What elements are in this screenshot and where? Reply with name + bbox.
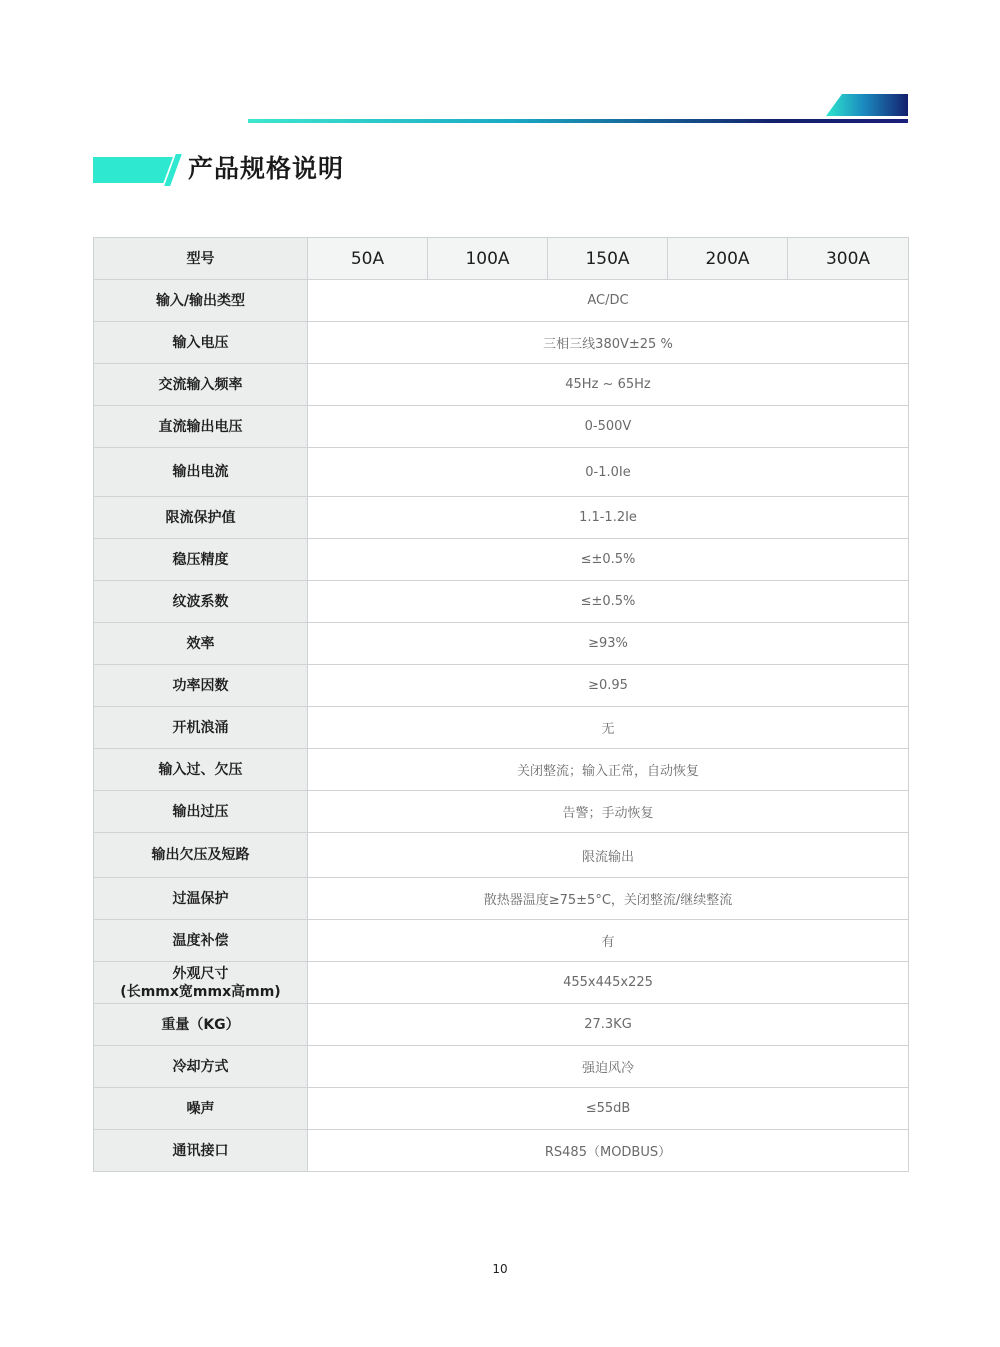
table-row xyxy=(94,707,909,749)
row-label xyxy=(94,749,308,791)
row-label xyxy=(94,707,308,749)
row-value: 45Hz ~ 65Hz xyxy=(308,364,909,406)
row-label xyxy=(94,406,308,448)
row-label xyxy=(94,280,308,322)
row-label-text: 重量（KG） xyxy=(161,1016,240,1033)
table-row xyxy=(94,406,909,448)
row-label-text-line2: (长mmx宽mmx高mm) xyxy=(120,983,281,1000)
row-value: 告警；手动恢复 xyxy=(308,791,909,833)
row-value: 三相三线380V±25 % xyxy=(308,322,909,364)
table-header-row xyxy=(94,238,909,280)
row-label-text: 限流保护值 xyxy=(165,509,236,526)
row-value: 1.1-1.2Ie xyxy=(308,497,909,539)
row-value: 强迫风冷 xyxy=(308,1046,909,1088)
row-label xyxy=(94,497,308,539)
page-number: 10 xyxy=(492,1262,508,1276)
row-label xyxy=(94,1004,308,1046)
table-row xyxy=(94,364,909,406)
header-gradient-line xyxy=(248,119,908,123)
row-value: 限流输出 xyxy=(308,833,909,878)
table-row xyxy=(94,833,909,878)
row-label xyxy=(94,1130,308,1172)
row-label-text: 过温保护 xyxy=(172,890,229,907)
row-label xyxy=(94,962,308,1004)
header-accent-block xyxy=(826,94,908,116)
row-label-text: 温度补偿 xyxy=(172,932,229,949)
row-label xyxy=(94,878,308,920)
table-row xyxy=(94,749,909,791)
model-100a: 100A xyxy=(428,238,548,280)
row-value: ≥0.95 xyxy=(308,665,909,707)
table-row xyxy=(94,1046,909,1088)
table-row xyxy=(94,581,909,623)
page-title: 产品规格说明 xyxy=(188,154,345,183)
row-label xyxy=(94,322,308,364)
row-label-text: 开机浪涌 xyxy=(172,719,229,736)
row-label-text: 直流输出电压 xyxy=(158,418,243,435)
table-row xyxy=(94,448,909,497)
row-value: AC/DC xyxy=(308,280,909,322)
row-label xyxy=(94,1088,308,1130)
row-label-text: 外观尺寸 xyxy=(172,965,229,982)
table-row xyxy=(94,280,909,322)
row-label xyxy=(94,833,308,878)
row-label-text: 输入/输出类型 xyxy=(155,292,246,309)
table-row xyxy=(94,791,909,833)
row-label-text: 输出过压 xyxy=(172,803,229,820)
row-label xyxy=(94,581,308,623)
table-row xyxy=(94,920,909,962)
row-value: ≤±0.5% xyxy=(308,539,909,581)
row-label-text: 输出欠压及短路 xyxy=(151,847,250,863)
table-row xyxy=(94,1004,909,1046)
row-label-text: 纹波系数 xyxy=(172,593,229,610)
row-value: 散热器温度≥75±5°C，关闭整流/继续整流 xyxy=(308,878,909,920)
model-200a: 200A xyxy=(668,238,788,280)
row-value: ≥93% xyxy=(308,623,909,665)
row-value: 有 xyxy=(308,920,909,962)
row-label xyxy=(94,791,308,833)
row-value: 无 xyxy=(308,707,909,749)
row-value: RS485（MODBUS） xyxy=(308,1130,909,1172)
model-50a: 50A xyxy=(308,238,428,280)
table-row xyxy=(94,1130,909,1172)
row-value: ≤±0.5% xyxy=(308,581,909,623)
table-row xyxy=(94,497,909,539)
row-label-text: 效率 xyxy=(186,635,215,652)
row-label xyxy=(94,364,308,406)
row-label xyxy=(94,920,308,962)
row-label xyxy=(94,623,308,665)
row-label-text: 交流输入频率 xyxy=(158,376,243,393)
row-label-text: 输入电压 xyxy=(172,334,229,351)
table-row xyxy=(94,623,909,665)
row-value: 0-500V xyxy=(308,406,909,448)
title-accent-bar xyxy=(93,157,173,183)
model-label: 型号 xyxy=(94,238,308,280)
row-label xyxy=(94,665,308,707)
row-label-text: 输入过、欠压 xyxy=(158,761,243,778)
row-value: 27.3KG xyxy=(308,1004,909,1046)
table-row xyxy=(94,322,909,364)
row-value: 455x445x225 xyxy=(308,962,909,1004)
row-label xyxy=(94,448,308,497)
row-value: 关闭整流；输入正常，自动恢复 xyxy=(308,749,909,791)
row-label xyxy=(94,539,308,581)
row-label-text: 冷却方式 xyxy=(172,1058,229,1075)
row-label-text: 稳压精度 xyxy=(172,551,229,568)
table-row xyxy=(94,665,909,707)
table-row xyxy=(94,878,909,920)
row-label-text: 噪声 xyxy=(186,1100,215,1117)
table-row xyxy=(94,962,909,1004)
model-150a: 150A xyxy=(548,238,668,280)
row-label-text: 通讯接口 xyxy=(172,1142,229,1159)
spec-table xyxy=(93,237,909,1172)
row-label-text: 输出电流 xyxy=(172,464,229,480)
table-row xyxy=(94,1088,909,1130)
row-label-text: 功率因数 xyxy=(172,677,229,694)
row-value: ≤55dB xyxy=(308,1088,909,1130)
row-label xyxy=(94,1046,308,1088)
row-value: 0-1.0Ie xyxy=(308,448,909,497)
table-row xyxy=(94,539,909,581)
model-300a: 300A xyxy=(788,238,909,280)
